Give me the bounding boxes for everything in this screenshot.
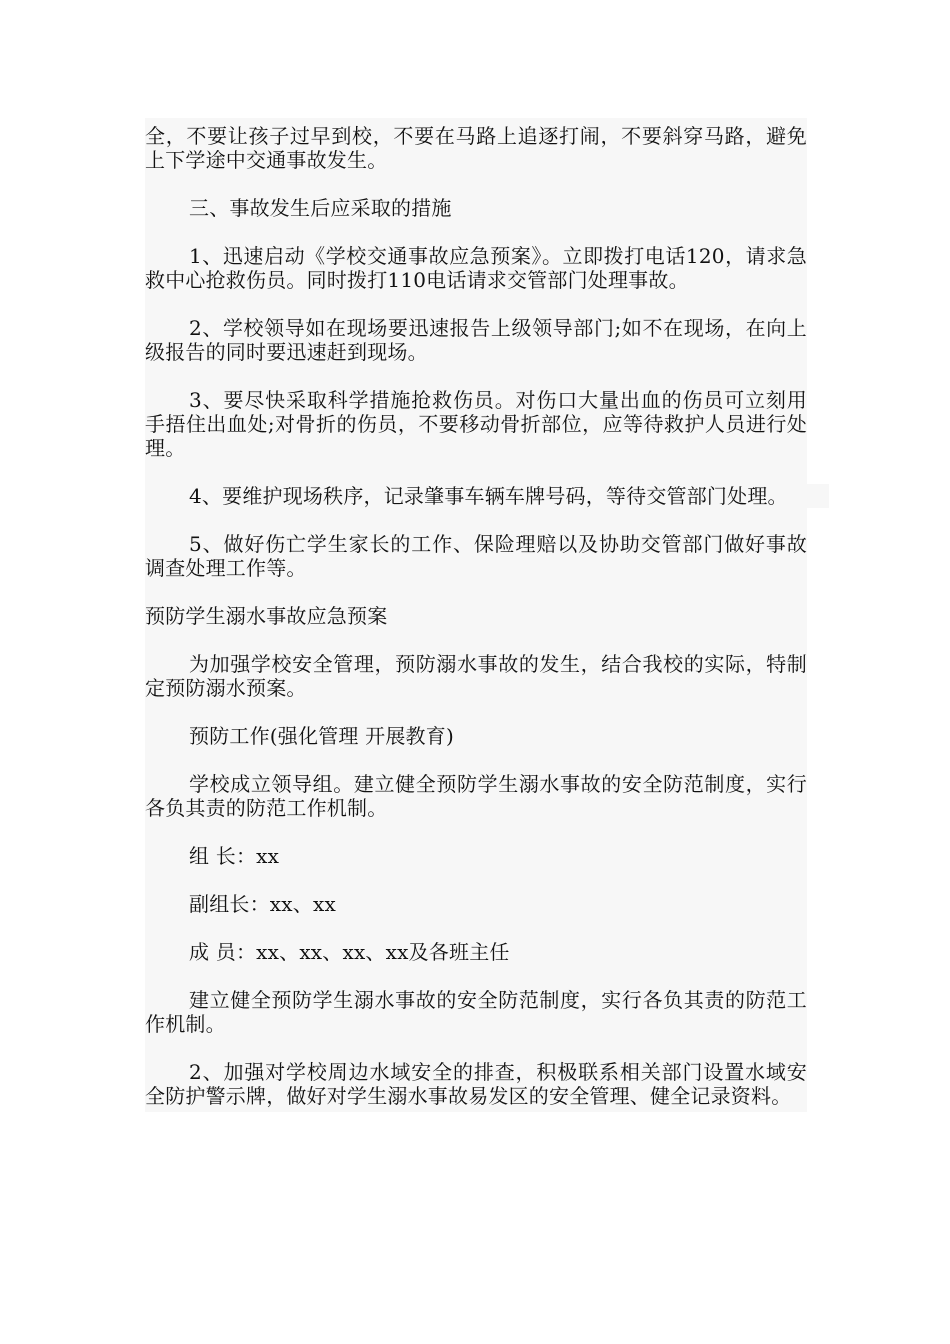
paragraph-step-5: 5、做好伤亡学生家长的工作、保险理赔以及协助交管部门做好事故调查处理工作等。 [145,532,807,580]
paragraph-intro: 为加强学校安全管理，预防溺水事故的发生，结合我校的实际，特制定预防溺水预案。 [145,652,807,700]
paragraph-step-3: 3、要尽快采取科学措施抢救伤员。对伤口大量出血的伤员可立刻用手捂住出血处;对骨折的伤员，不要移动骨折部位，应等待救护人员进行处理。 [145,388,807,460]
paragraph-safety-system: 建立健全预防学生溺水事故的安全防范制度，实行各负其责的防范工作机制。 [145,988,807,1036]
paragraph-members: 成 员：xx、xx、xx、xx及各班主任 [189,940,510,964]
paragraph-safety-continuation: 全，不要让孩子过早到校，不要在马路上追逐打闹，不要斜穿马路，避免上下学途中交通事故发生。 [145,124,807,172]
paragraph-water-inspection: 2、加强对学校周边水域安全的排查，积极联系相关部门设置水域安全防护警示牌，做好对学生溺水事故易发区的安全管理、健全记录资料。 [145,1060,807,1108]
document-body [145,118,807,1112]
document-title-drowning-plan: 预防学生溺水事故应急预案 [145,604,388,628]
paragraph-deputy-leader: 副组长：xx、xx [189,892,336,916]
paragraph-group-leader: 组 长：xx [189,844,280,868]
paragraph-step-1: 1、迅速启动《学校交通事故应急预案》。立即拨打电话120，请求急救中心抢救伤员。同时拨打110电话请求交管部门处理事故。 [145,244,807,292]
paragraph-step-4: 4、要维护现场秩序，记录肇事车辆车牌号码，等待交管部门处理。 [145,484,829,508]
paragraph-step-2: 2、学校领导如在现场要迅速报告上级领导部门;如不在现场，在向上级报告的同时要迅速赶到现场。 [145,316,807,364]
section-heading-measures: 三、事故发生后应采取的措施 [189,196,452,220]
subheading-prevention-work: 预防工作(强化管理 开展教育) [189,724,454,748]
paragraph-leadership-group: 学校成立领导组。建立健全预防学生溺水事故的安全防范制度，实行各负其责的防范工作机制。 [145,772,807,820]
